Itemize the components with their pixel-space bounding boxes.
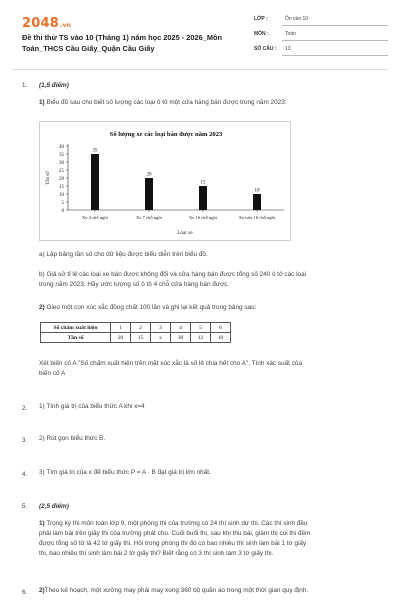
table-cell: x (151, 333, 171, 343)
dice-frequency-table (40, 322, 231, 343)
q6-text: 2)Theo kế hoạch, một xưởng may phải may xong 360 bộ quần áo trong một thời gian quy định. (39, 587, 309, 594)
chart-title: Số lượng xe các loại bán được năm 2023 (109, 131, 223, 138)
q5-line4: thi, bao nhiêu thí sinh làm bài 2 tờ giấy thi? Biết rằng có 3 thí sinh làm 3 tờ giấy thi. (39, 550, 274, 557)
meta-count-value: 13 (282, 44, 388, 56)
chart-svg (40, 122, 292, 242)
chart-y-tick-label: 5 (61, 200, 64, 206)
q1-event-line2: biến cố A (39, 370, 66, 377)
q4-text: 3) Tìm giá trị của x để biểu thức P = A · B đạt giá trị lớn nhất. (39, 469, 211, 476)
chart-marks (91, 149, 261, 211)
table-cell: 10 (211, 333, 231, 343)
chart-ylabel: Tần số (46, 171, 51, 185)
meta-class-row (254, 14, 388, 29)
chart-bar (199, 186, 207, 210)
question-points: (2,5 điểm) (39, 503, 69, 510)
question-number: 4. (22, 471, 28, 478)
table-row (41, 333, 231, 343)
chart-data-label: 35 (92, 148, 98, 154)
exam-header (0, 0, 400, 68)
q5-line2: phải làm bài trên giấy thi của trường phát cho. Cuối buổi thi, sau khi thu bài, giám thị coi thi đếm (39, 530, 311, 537)
chart-bar (145, 178, 153, 210)
q2-text: 1) Tính giá trị của biểu thức A khi x=4 (39, 403, 145, 410)
q1-part2: 2) Gieo một con xúc xắc đồng chất 100 lần và ghi lại kết quả trong bảng sau: (39, 304, 257, 311)
meta-label: MÔN : (254, 31, 269, 37)
chart-y-tick-label: 30 (59, 160, 64, 166)
q1-part1: 1) Biểu đồ sau cho biết số lượng các loại ô tô một cửa hàng bán được trong năm 2023: (39, 99, 287, 106)
table-cell: 15 (131, 333, 151, 343)
table-cell: 5 (191, 323, 211, 333)
q1-sub-a: a) Lập bảng tần số cho dữ liệu được biểu diễn trên biểu đồ. (39, 251, 208, 258)
table-cell: 30 (171, 333, 191, 343)
question-number: 6. (22, 589, 28, 596)
table-row (41, 323, 231, 333)
chart-x-tick-label: Xe 7 chỗ ngồi (136, 215, 162, 220)
q5-line3: được tổng số tờ là 42 tờ giấy thi. Hỏi trong phòng thi đó có bao nhiêu thí sinh làm bài 1 tờ giấy (39, 540, 307, 547)
table-cell: 6 (211, 323, 231, 333)
table-cell: 2 (131, 323, 151, 333)
chart-data-label: 15 (200, 180, 206, 186)
meta-subject-row (254, 29, 388, 44)
q1-event-line1: Xét biến cố A "Số chấm xuất hiện trên mặt xúc xắc là số lẻ chia hết cho A". Tính xác suất của (39, 360, 303, 367)
question-number: 2. (22, 405, 28, 412)
chart-y-tick-label: 25 (59, 168, 64, 174)
site-logo[interactable]: 2048.vn (22, 16, 72, 31)
chart-y-tick-label: 35 (59, 152, 64, 158)
chart-xlabel: Loại xe (177, 231, 193, 236)
q3-text: 2) Rút gọn biểu thức B. (39, 435, 106, 442)
meta-count-row (254, 44, 388, 59)
header-divider (12, 69, 388, 70)
chart-y-tick-label: 40 (59, 144, 64, 150)
table-cell: 1 (111, 323, 131, 333)
chart-data-label: 20 (146, 172, 152, 178)
meta-subject-value: Toán (282, 29, 388, 41)
chart-x-tick-label: Xe trên 16 chỗ ngồi (238, 215, 276, 220)
exam-meta (254, 14, 388, 59)
chart-y-tick-label: 20 (59, 176, 64, 182)
chart-y-tick-label: 15 (59, 184, 64, 190)
chart-y-tick-label: 0 (61, 208, 64, 214)
meta-class-value: Ôn vào 10 (282, 14, 388, 26)
chart-x-tick-label: Xe 4 chỗ ngồi (82, 215, 108, 220)
q1-sub-b-line2: trong năm 2023. Hãy ước lượng số ô tô 4 chỗ cửa hàng bán được. (39, 281, 230, 288)
q5-line1: 1) Trong kỳ thi môn toán lớp 9, một phòng thi của trường có 24 thí sinh dự thi. Các thí sinh đều (39, 520, 308, 527)
bar-chart (39, 121, 291, 241)
chart-bar (91, 154, 99, 210)
q1-sub-b-line1: b) Giả sử tỉ lệ các loại xe bán được không đổi và cửa hàng bán được tổng số 240 ô tô các loại (39, 271, 307, 278)
table-cell: 20 (111, 333, 131, 343)
question-number: 5. (22, 503, 28, 510)
exam-title: Đề thi thử TS vào 10 (Tháng 1) năm học 2025 - 2026_Môn Toán_THCS Cầu Giấy_Quận Cầu Giấy (22, 33, 223, 53)
chart-data-label: 10 (254, 188, 260, 194)
table-cell: 4 (171, 323, 191, 333)
question-number: 1. (22, 82, 28, 89)
chart-bar (253, 194, 261, 210)
question-number: 3. (22, 437, 28, 444)
meta-label: SỐ CÂU : (254, 46, 277, 52)
table-header-frequency: Tần số (41, 333, 111, 343)
chart-x-tick-label: Xe 16 chỗ ngồi (188, 215, 218, 220)
table-cell: 3 (151, 323, 171, 333)
meta-label: LỚP : (254, 16, 268, 22)
table-cell: 12 (191, 333, 211, 343)
chart-y-tick-label: 10 (59, 192, 64, 198)
question-points: (1,5 điểm) (39, 82, 69, 89)
table-header-faces: Số chấm xuất hiện (41, 323, 111, 333)
